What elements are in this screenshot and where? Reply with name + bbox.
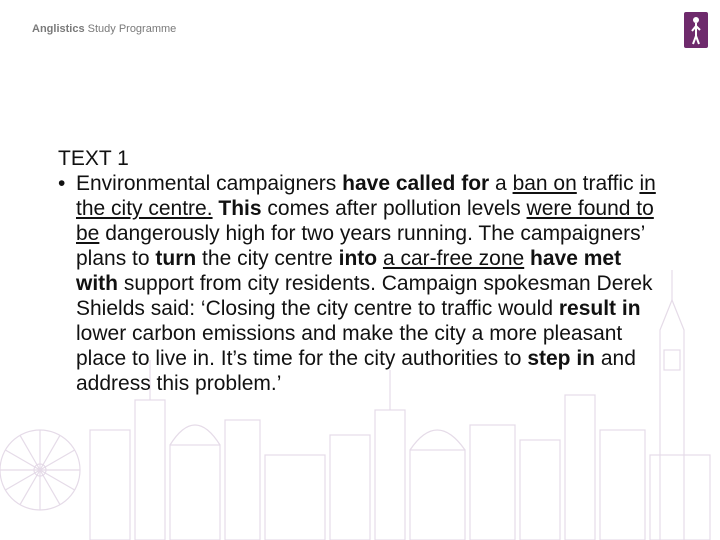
underlined-phrase: ban on (512, 172, 577, 195)
skyline-shape (170, 425, 220, 445)
text-segment: Environmental campaigners (76, 172, 343, 195)
text-segment: dangerously high for two years running. The campaigners’ plans to (76, 222, 645, 270)
slide-title: TEXT 1 (58, 147, 129, 170)
skyline-shape (600, 430, 645, 540)
skyline-shape (225, 420, 260, 540)
skyline-shape (330, 435, 370, 540)
bullet-paragraph (58, 171, 668, 396)
skyline-shape (170, 445, 220, 540)
underlined-phrase: in the city centre. (76, 172, 656, 220)
skyline-shape (90, 430, 130, 540)
text-segment: support from city residents. Campaign spokesman Derek Shields said: ‘Closing the city centre to traffic would (76, 272, 653, 320)
bold-phrase: into (338, 247, 378, 270)
underlined-phrase: were found to be (76, 197, 654, 245)
header (32, 23, 176, 35)
underlined-phrase: a car-free zone (382, 247, 525, 270)
text-segment: and address this problem.’ (76, 347, 636, 395)
bullet-marker: • (58, 172, 66, 195)
skyline-shape (135, 400, 165, 540)
bold-phrase: This (218, 197, 262, 220)
skyline-shape (410, 430, 465, 450)
text-segment: lower carbon emissions and make the city a more pleasant place to live in. It’s time for the city authorities to (76, 322, 623, 370)
skyline-shape (375, 410, 405, 540)
bold-phrase: have called for (342, 172, 490, 195)
slide-content (58, 146, 668, 396)
bold-phrase: have met with (76, 247, 622, 295)
header-subtitle: Study Programme (84, 23, 177, 35)
skyline-shape (565, 395, 595, 540)
bold-phrase: step in (527, 347, 596, 370)
text-segment: a (489, 172, 513, 195)
skyline-shape (410, 450, 465, 540)
text-segment: comes after pollution levels (261, 197, 527, 220)
skyline-shape (520, 440, 560, 540)
text-segment: the city centre (196, 247, 339, 270)
text-segment: traffic (576, 172, 640, 195)
figure-icon (684, 12, 708, 48)
paragraph-text (76, 172, 656, 395)
header-brand: Anglistics (32, 23, 85, 35)
skyline-shape (650, 455, 710, 540)
bold-phrase: turn (155, 247, 197, 270)
bold-phrase: result in (558, 297, 641, 320)
skyline-shape (470, 425, 515, 540)
skyline-shape (265, 455, 325, 540)
